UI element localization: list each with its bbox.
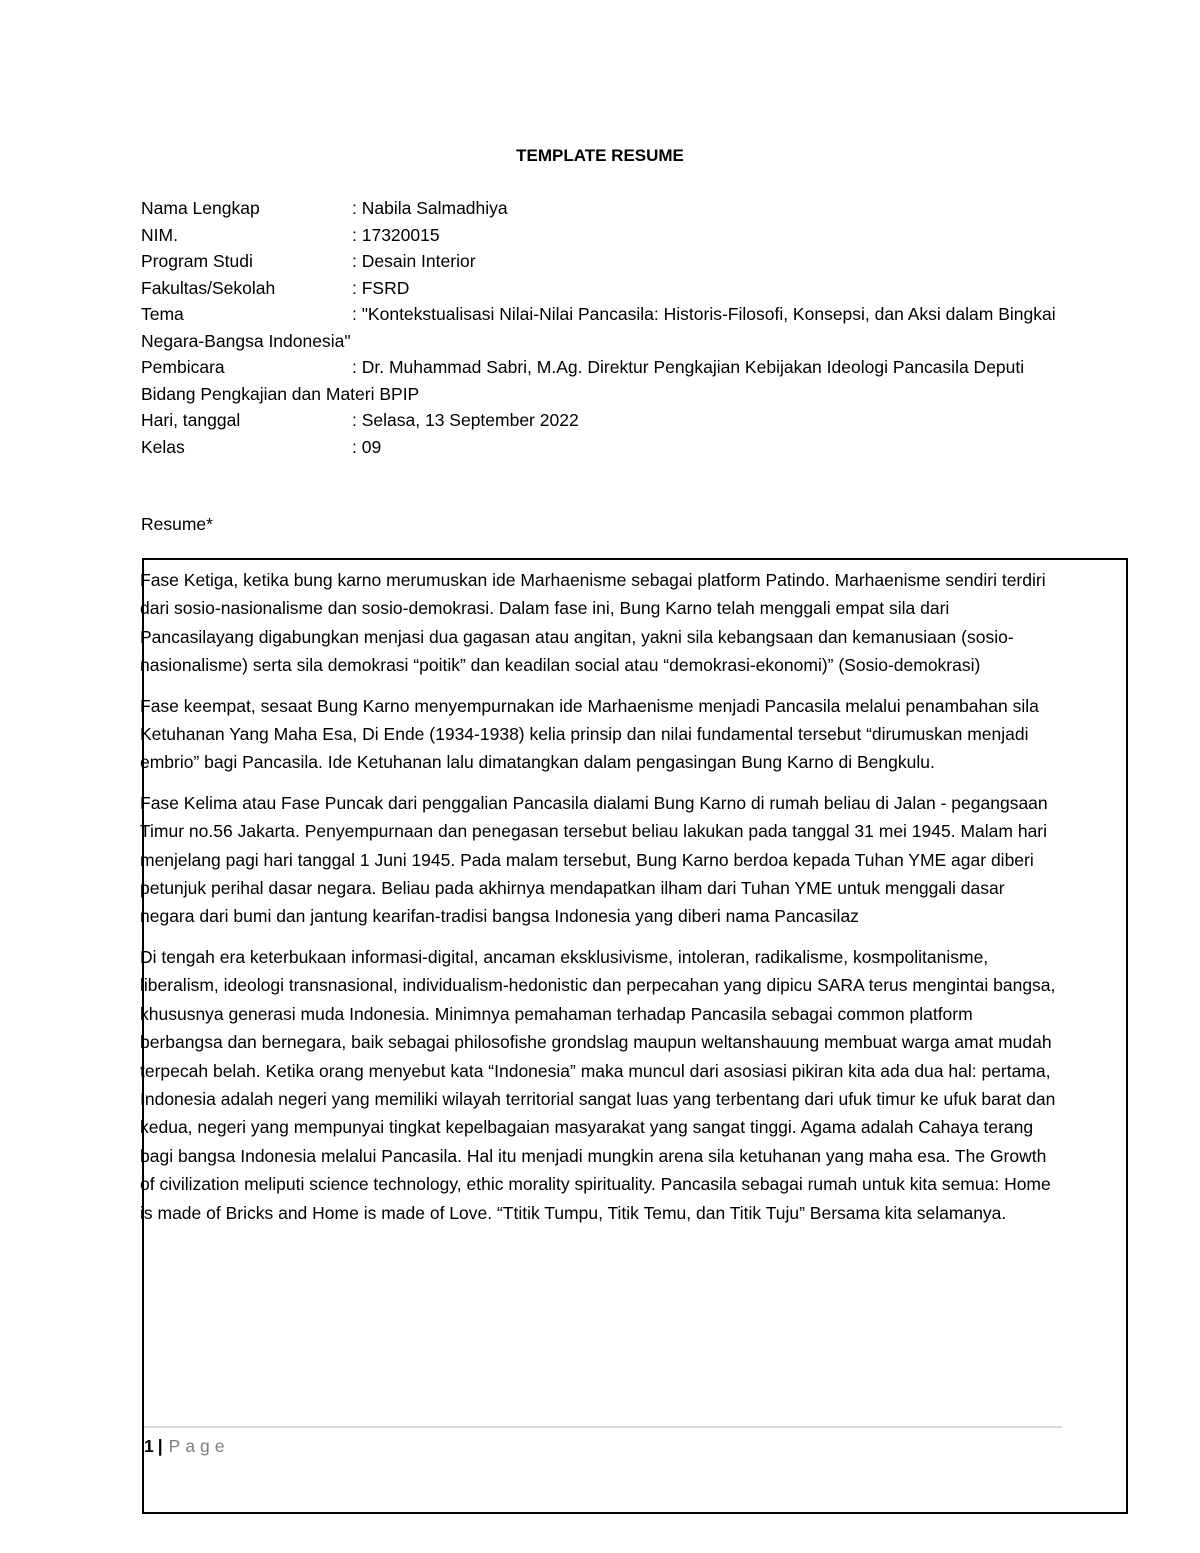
info-label: Program Studi xyxy=(141,251,253,271)
info-label: Hari, tanggal xyxy=(141,410,241,430)
info-value: : Desain Interior xyxy=(352,251,476,271)
resume-box xyxy=(142,558,1128,1514)
info-value: : Selasa, 13 September 2022 xyxy=(352,410,579,430)
info-row-tema xyxy=(141,301,1061,354)
info-value: : "Kontekstualisasi Nilai-Nilai Pancasila: Historis-Filosofi, Konsepsi, dan Aksi dalam Bingkai Negara-Bangsa Indonesia" xyxy=(141,304,1056,351)
info-label: Kelas xyxy=(141,436,185,457)
info-value: : Nabila Salmadhiya xyxy=(352,198,508,218)
page-footer xyxy=(144,1433,230,1459)
paragraph-keterbukaan: Di tengah era keterbukaan informasi-digital, ancaman eksklusivisme, intoleran, radikalisme, kosmpolitanisme, liberalism, ideologi transnasional, individualism-hedonistic dan perpecahan yang dipicu SARA terus mengintai bangsa, khususnya generasi muda Indonesia. Minimnya pemahaman terhadap Pancasila sebagai common platform berbangsa dan bernegara, baik sebagai philosofishe grondslag maupun weltanshauung membuat warga amat mudah terpecah belah. Ketika orang menyebut kata “Indonesia” maka muncul dari asosiasi pikiran kita ada dua hal: pertama, Indonesia adalah negeri yang memiliki wilayah territorial sangat luas yang terbentang dari ufuk timur ke ufuk barat dan kedua, negeri yang mempunyai tingkat kepelbagaian masyarakat yang sangat tinggi. Agama adalah Cahaya terang bagi bangsa Indonesia melalui Pancasila. Hal itu menjadi mungkin arena sila ketuhanan yang maha esa. The Growth of civilization meliputi science technology, ethic morality spirituality. Pancasila sebagai rumah untuk kita semua: Home is made of Bricks and Home is made of Love. “Ttitik Tumpu, Titik Temu, dan Titik Tuju” Bersama kita selamanya. xyxy=(140,946,1056,1223)
info-value: : FSRD xyxy=(352,277,410,298)
footer-divider xyxy=(144,1426,1062,1428)
info-value: : Dr. Muhammad Sabri, M.Ag. Direktur Pengkajian Kebijakan Ideologi Pancasila Deputi Bidang Pengkajian dan Materi BPIP xyxy=(141,357,1025,404)
info-row-hari-tanggal xyxy=(141,407,1061,434)
info-block xyxy=(141,195,1061,460)
info-row-nama xyxy=(141,195,1061,222)
info-label: Pembicara xyxy=(141,357,225,377)
info-value: : 17320015 xyxy=(352,224,440,245)
info-row-nim xyxy=(141,222,1061,249)
resume-label: Resume* xyxy=(141,514,213,534)
page-title: TEMPLATE RESUME xyxy=(516,146,684,165)
info-value: : 09 xyxy=(352,436,382,457)
resume-content xyxy=(140,566,1060,1239)
info-row-program-studi xyxy=(141,248,1061,275)
info-row-pembicara xyxy=(141,354,1061,407)
info-label: NIM. xyxy=(141,224,178,245)
info-row-fakultas xyxy=(141,275,1061,302)
paragraph-fase-kelima: Fase Kelima atau Fase Puncak dari penggalian Pancasila dialami Bung Karno di rumah beliau di Jalan - pegangsaan Timur no.56 Jakarta. Penyempurnaan dan penegasan tersebut beliau lakukan pada tanggal 31 mei 1945. Malam hari menjelang pagi hari tanggal 1 Juni 1945. Pada malam tersebut, Bung Karno berdoa kepada Tuhan YME agar diberi petunjuk perihal dasar negara. Beliau pada akhirnya mendapatkan ilham dari Tuhan YME untuk menggali dasar negara dari bumi dan jantung kearifan-tradisi bangsa Indonesia yang diberi nama Pancasilaz xyxy=(140,792,1048,927)
paragraph-fase-keempat: Fase keempat, sesaat Bung Karno menyempurnakan ide Marhaenisme menjadi Pancasila melalui penambahan sila Ketuhanan Yang Maha Esa, Di Ende (1934-1938) kelia prinsip dan nilai fundamental tersebut “dirumuskan menjadi embrio” bagi Pancasila. Ide Ketuhanan lalu dimatangkan dalam pengasingan Bung Karno di Bengkulu. xyxy=(140,695,1039,773)
paragraph-fase-ketiga: Fase Ketiga, ketika bung karno merumuskan ide Marhaenisme sebagai platform Patindo. Marhaenisme sendiri terdiri dari sosio-nasionalisme dan sosio-demokrasi. Dalam fase ini, Bung Karno telah menggali empat sila dari Pancasilayang digabungkan menjasi dua gagasan atau angitan, yakni sila kebangsaan dan kemanusiaan (sosio-nasionalisme) serta sila demokrasi “poitik” dan keadilan social atau “demokrasi-ekonomi)” (Sosio-demokrasi) xyxy=(140,570,1046,676)
info-label: Fakultas/Sekolah xyxy=(141,277,276,298)
info-label: Tema xyxy=(141,304,184,324)
page-number: 1 xyxy=(144,1436,154,1456)
footer-separator: | xyxy=(157,1436,163,1456)
info-row-kelas xyxy=(141,434,1061,461)
info-label: Nama Lengkap xyxy=(141,198,260,218)
page-word: Page xyxy=(168,1436,230,1456)
